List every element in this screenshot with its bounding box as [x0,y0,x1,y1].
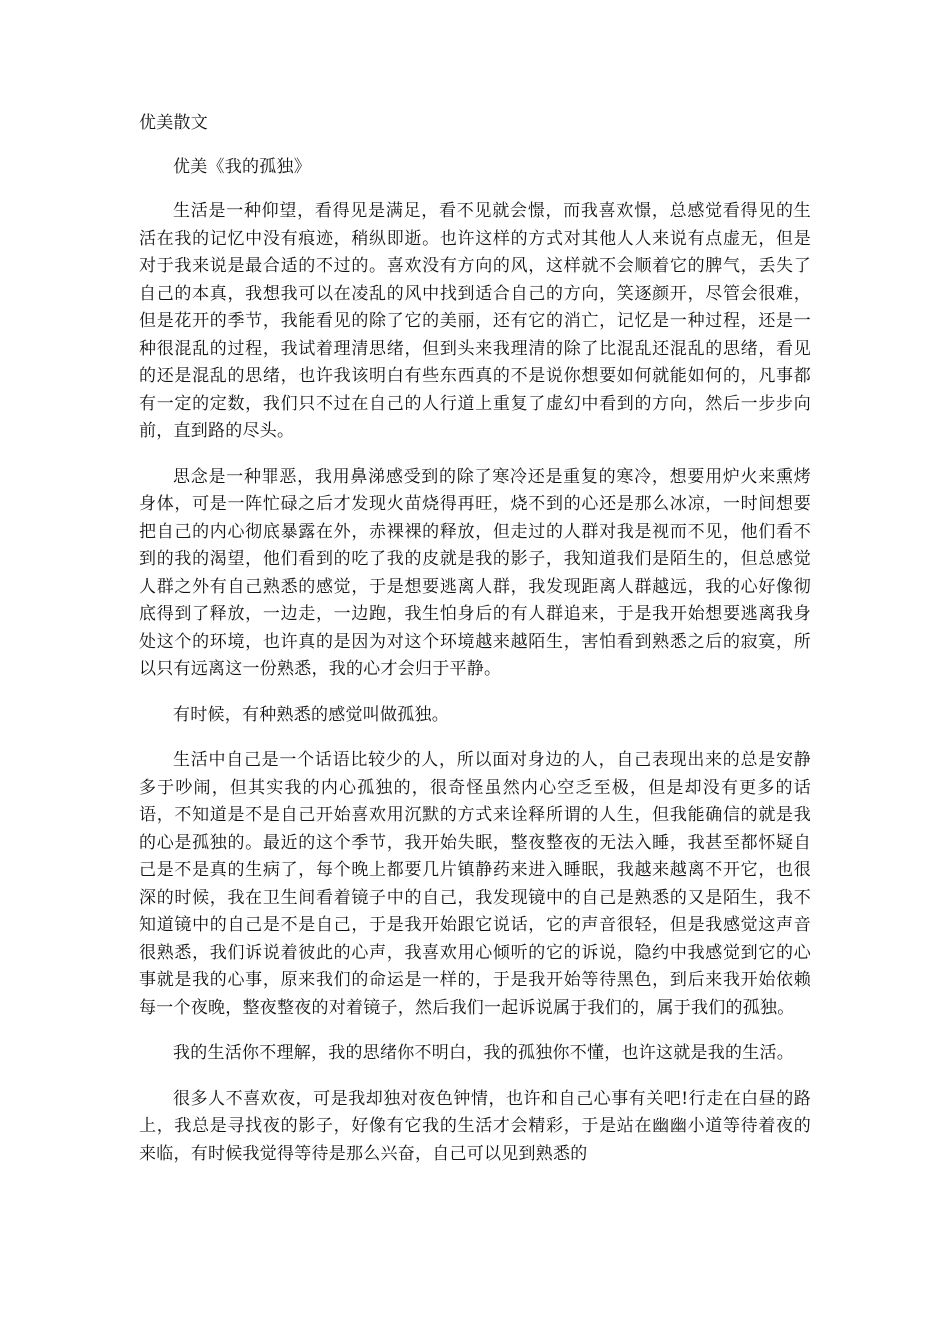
document-title: 优美散文 [139,113,208,133]
paragraph: 我的生活你不理解，我的思绪你不明白，我的孤独你不懂，也许这就是我的生活。 [173,1043,794,1063]
paragraph: 思念是一种罪恶，我用鼻涕感受到的除了寒冷还是重复的寒冷，想要用炉火来熏烤身体，可是一阵忙碌之后才发现火苗烧得再旺，烧不到的心还是那么冰凉，一时间想要把自己的内心彻底暴露在外，赤裸裸的释放，但走过的人群对我是视而不见，他们看不到的我的渴望，他们看到的吃了我的皮就是我的影子，我知道我们是陌生的，但总感觉人群之外有自己熟悉的感觉，于是想要逃离人群，我发现距离人群越远，我的心好像彻底得到了释放，一边走，一边跑，我生怕身后的有人群追来，于是我开始想要逃离我身处这个的环境，也许真的是因为对这个环境越来越陌生，害怕看到熟悉之后的寂寞，所以只有远离这一份熟悉，我的心才会归于平静。 [139,466,811,679]
essay-title: 优美《我的孤独》 [173,157,311,177]
document-body [139,110,811,1186]
paragraph: 生活是一种仰望，看得见是满足，看不见就会憬，而我喜欢憬，总感觉看得见的生活在我的记忆中没有痕迹，稍纵即逝。也许这样的方式对其他人人来说有点虚无，但是对于我来说是最合适的不过的。喜欢没有方向的风，这样就不会顺着它的脾气，丢失了自己的本真，我想我可以在凌乱的风中找到适合自己的方向，笑逐颜开，尽管会很难，但是花开的季节，我能看见的除了它的美丽，还有它的消亡，记忆是一种过程，还是一种很混乱的过程，我试着理清思绪，但到头来我理清的除了比混乱还混乱的思绪，看见的还是混乱的思绪，也许我该明白有些东西真的不是说你想要如何就能如何的，凡事都有一定的定数，我们只不过在自己的人行道上重复了虚幻中看到的方向，然后一步步向前，直到路的尽头。 [139,201,811,441]
paragraph: 有时候，有种熟悉的感觉叫做孤独。 [173,704,449,725]
paragraph: 生活中自己是一个话语比较少的人，所以面对身边的人，自己表现出来的总是安静多于吵闹，但其实我的内心孤独的，很奇怪虽然内心空乏至极，但是却没有更多的话语，不知道是不是自己开始喜欢用沉默的方式来诠释所谓的人生，但我能确信的就是我的心是孤独的。最近的这个季节，我开始失眠，整夜整夜的无法入睡，我甚至都怀疑自己是不是真的生病了，每个晚上都要几片镇静药来进入睡眠，我越来越离不开它，也很深的时候，我在卫生间看着镜子中的自己，我发现镜中的自己是熟悉的又是陌生，我不知道镜中的自己是不是自己，于是我开始跟它说话，它的声音很轻，但是我感觉这声音很熟悉，我们诉说着彼此的心声，我喜欢用心倾听的它的诉说，隐约中我感觉到它的心事就是我的心事，原来我们的命运是一样的，于是我开始等待黑色，到后来我开始依赖每一个夜晚，整夜整夜的对着镜子，然后我们一起诉说属于我们的，属于我们的孤独。 [139,750,811,1018]
paragraph: 很多人不喜欢夜，可是我却独对夜色钟情，也许和自己心事有关吧!行走在白昼的路上，我总是寻找夜的影子，好像有它我的生活才会精彩，于是站在幽幽小道等待着夜的来临，有时候我觉得等待是那么兴奋，自己可以见到熟悉的 [139,1088,811,1164]
